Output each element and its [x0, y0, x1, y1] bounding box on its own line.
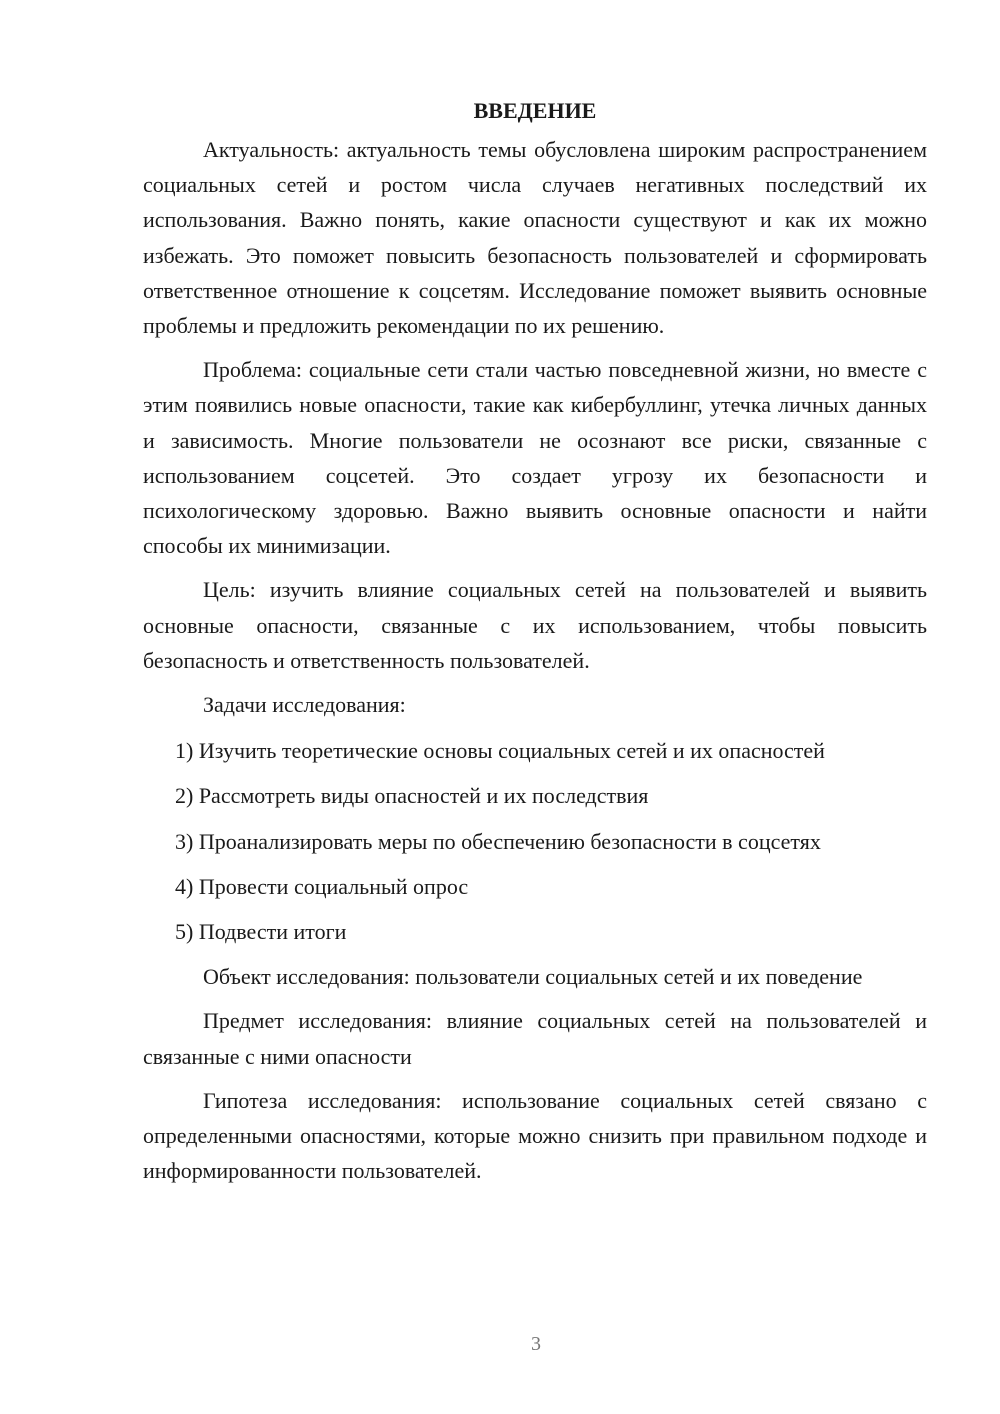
task-item: 1) Изучить теоретические основы социальных сетей и их опасностей: [175, 738, 825, 764]
document-page: [143, 96, 927, 1197]
relevance-paragraph: Актуальность: актуальность темы обусловлена широким распространением социальных сетей и ростом числа случаев негативных последствий их использования. Важно понять, какие опасности существуют и как их можно избежать. Это поможет повысить безопасность пользователей и сформировать ответственное отношение к соцсетям. Исследование поможет выявить основные проблемы и предложить рекомендации по их решению.: [143, 137, 927, 339]
problem-paragraph: Проблема: социальные сети стали частью повседневной жизни, но вместе с этим появились новые опасности, такие как кибербуллинг, утечка личных данных и зависимость. Многие пользователи не осознают все риски, связанные с использованием соцсетей. Это создает угрозу их безопасности и психологическому здоровью. Важно выявить основные опасности и найти способы их минимизации.: [143, 357, 927, 559]
task-item: 4) Провести социальный опрос: [175, 873, 469, 899]
hypothesis-paragraph: Гипотеза исследования: использование социальных сетей связано с определенными опасностями, которые можно снизить при правильном подходе и информированности пользователей.: [143, 1087, 927, 1184]
task-item: 2) Рассмотреть виды опасностей и их последствия: [175, 783, 649, 809]
tasks-title: Задачи исследования:: [203, 692, 406, 718]
object-paragraph: Объект исследования: пользователи социальных сетей и их поведение: [203, 964, 863, 990]
page-number: 3: [531, 1333, 541, 1355]
section-heading: ВВЕДЕНИЕ: [473, 98, 597, 123]
tasks-list: [143, 733, 927, 949]
task-item: 3) Проанализировать меры по обеспечению безопасности в соцсетях: [175, 828, 821, 854]
task-item: 5) Подвести итоги: [175, 919, 347, 945]
goal-paragraph: Цель: изучить влияние социальных сетей на пользователей и выявить основные опасности, связанные с их использованием, чтобы повысить безопасность и ответственность пользователей.: [143, 577, 927, 673]
subject-paragraph: Предмет исследования: влияние социальных сетей на пользователей и связанные с ними опасности: [143, 1008, 927, 1069]
